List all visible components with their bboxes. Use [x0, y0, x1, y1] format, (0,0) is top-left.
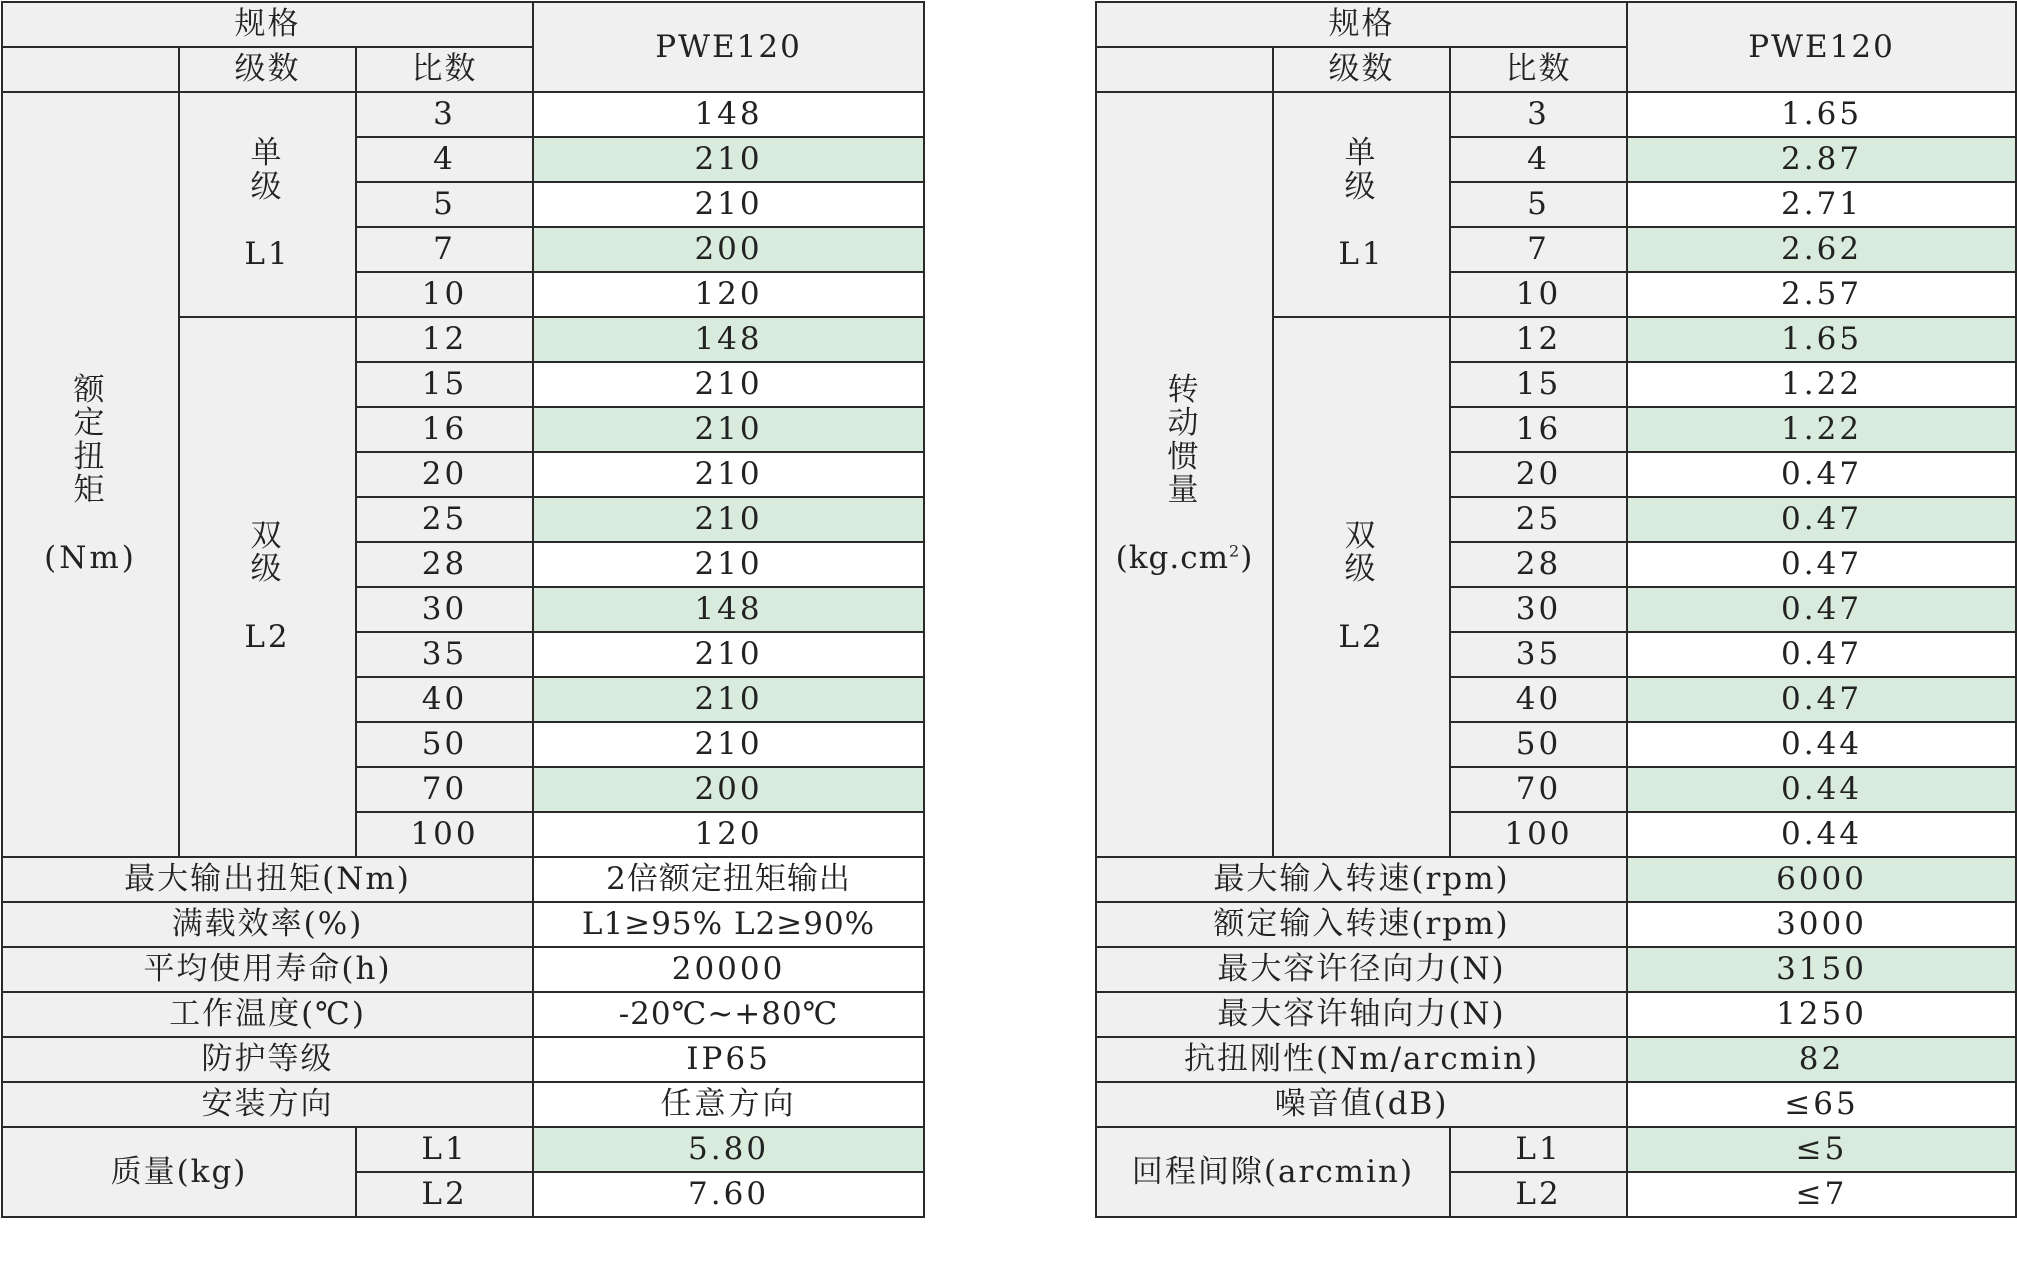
max-output-torque-value: 2倍额定扭矩输出	[533, 857, 924, 902]
value-cell: 120	[533, 812, 924, 857]
value-cell: 148	[533, 317, 924, 362]
torsional-rigidity-value: 82	[1627, 1037, 2016, 1082]
ratio-cell: 15	[1450, 362, 1627, 407]
ratio-cell: 70	[1450, 767, 1627, 812]
value-cell: 2.62	[1627, 227, 2016, 272]
spec-header: 规格	[2, 2, 533, 47]
value-cell: 0.44	[1627, 812, 2016, 857]
moment-of-inertia-table	[1095, 1, 2017, 1218]
model-header: PWE120	[1627, 2, 2016, 92]
moment-of-inertia-label: 转 动 惯 量 $(kg.cm^2)$	[1096, 92, 1273, 857]
max-output-torque-label: 最大输出扭矩(Nm)	[2, 857, 533, 902]
property-row	[2, 902, 924, 947]
ratio-cell: 50	[356, 722, 533, 767]
ratio-cell: 30	[1450, 587, 1627, 632]
value-cell: 210	[533, 452, 924, 497]
property-row	[1096, 1127, 2016, 1172]
ratio-cell: 5	[1450, 182, 1627, 227]
ratio-header: 比数	[356, 47, 533, 92]
header-row	[1096, 2, 2016, 47]
value-cell: 210	[533, 407, 924, 452]
mass-value-cell: 7.60	[533, 1172, 924, 1217]
value-cell: 2.87	[1627, 137, 2016, 182]
value-cell: 148	[533, 92, 924, 137]
backlash-value-cell: ≤7	[1627, 1172, 2016, 1217]
stage-header: 级数	[179, 47, 356, 92]
ratio-cell: 35	[356, 632, 533, 677]
property-row	[2, 1127, 924, 1172]
value-cell: 0.44	[1627, 767, 2016, 812]
value-cell: 210	[533, 722, 924, 767]
value-cell: 148	[533, 587, 924, 632]
protection-class-value: IP65	[533, 1037, 924, 1082]
backlash-label: 回程间隙(arcmin)	[1096, 1127, 1450, 1217]
unit-label: $(kg.cm^2)$	[1115, 539, 1254, 576]
value-cell: 200	[533, 227, 924, 272]
mass-value-cell: 5.80	[533, 1127, 924, 1172]
ratio-cell: 10	[1450, 272, 1627, 317]
ratio-cell: 3	[1450, 92, 1627, 137]
backlash-code-cell: L2	[1450, 1172, 1627, 1217]
max-axial-force-label: 最大容许轴向力(N)	[1096, 992, 1627, 1037]
value-cell: 210	[533, 542, 924, 587]
value-cell: 1.65	[1627, 317, 2016, 362]
model-header: PWE120	[533, 2, 924, 92]
double-stage-label: 双 级 L2	[1273, 317, 1450, 857]
ratio-cell: 7	[1450, 227, 1627, 272]
property-row	[1096, 902, 2016, 947]
property-row	[2, 1082, 924, 1127]
max-input-speed-value: 6000	[1627, 857, 2016, 902]
rated-torque-table	[1, 1, 925, 1218]
value-cell: 0.47	[1627, 587, 2016, 632]
property-row	[1096, 947, 2016, 992]
blank-header-cell	[2, 47, 179, 92]
spec-header: 规格	[1096, 2, 1627, 47]
max-input-speed-label: 最大输入转速(rpm)	[1096, 857, 1627, 902]
rated-torque-label: 额 定 扭 矩 (Nm)	[2, 92, 179, 857]
value-cell: 0.47	[1627, 452, 2016, 497]
ratio-cell: 16	[356, 407, 533, 452]
value-cell: 2.71	[1627, 182, 2016, 227]
property-row	[2, 947, 924, 992]
value-cell: 1.65	[1627, 92, 2016, 137]
ratio-cell: 16	[1450, 407, 1627, 452]
full-load-efficiency-label: 满载效率(%)	[2, 902, 533, 947]
torsional-rigidity-label: 抗扭刚性(Nm/arcmin)	[1096, 1037, 1627, 1082]
value-cell: 120	[533, 272, 924, 317]
ratio-cell: 40	[1450, 677, 1627, 722]
double-stage-label: 双 级 L2	[179, 317, 356, 857]
protection-class-label: 防护等级	[2, 1037, 533, 1082]
ratio-cell: 15	[356, 362, 533, 407]
mass-code-cell: L2	[356, 1172, 533, 1217]
ratio-cell: 4	[1450, 137, 1627, 182]
ratio-cell: 28	[1450, 542, 1627, 587]
table-row	[2, 92, 924, 137]
property-row	[1096, 857, 2016, 902]
max-axial-force-value: 1250	[1627, 992, 2016, 1037]
noise-level-value: ≤65	[1627, 1082, 2016, 1127]
value-cell: 2.57	[1627, 272, 2016, 317]
mass-label: 质量(kg)	[2, 1127, 356, 1217]
backlash-value-cell: ≤5	[1627, 1127, 2016, 1172]
value-cell: 200	[533, 767, 924, 812]
property-row	[1096, 1082, 2016, 1127]
value-cell: 0.47	[1627, 677, 2016, 722]
ratio-cell: 7	[356, 227, 533, 272]
ratio-cell: 28	[356, 542, 533, 587]
ratio-cell: 12	[1450, 317, 1627, 362]
operating-temperature-value: -20℃~+80℃	[533, 992, 924, 1037]
ratio-cell: 3	[356, 92, 533, 137]
ratio-cell: 35	[1450, 632, 1627, 677]
mass-code-cell: L1	[356, 1127, 533, 1172]
ratio-cell: 100	[1450, 812, 1627, 857]
property-row	[2, 857, 924, 902]
header-row	[2, 2, 924, 47]
ratio-cell: 40	[356, 677, 533, 722]
ratio-cell: 70	[356, 767, 533, 812]
blank-header-cell	[1096, 47, 1273, 92]
ratio-cell: 20	[1450, 452, 1627, 497]
ratio-cell: 12	[356, 317, 533, 362]
unit-label: (Nm)	[44, 539, 137, 576]
operating-temperature-label: 工作温度(℃)	[2, 992, 533, 1037]
backlash-code-cell: L1	[1450, 1127, 1627, 1172]
table-row	[1096, 92, 2016, 137]
rated-input-speed-value: 3000	[1627, 902, 2016, 947]
value-cell: 210	[533, 677, 924, 722]
mounting-direction-value: 任意方向	[533, 1082, 924, 1127]
ratio-cell: 25	[356, 497, 533, 542]
value-cell: 210	[533, 137, 924, 182]
value-cell: 1.22	[1627, 362, 2016, 407]
property-row	[2, 992, 924, 1037]
property-row	[2, 1037, 924, 1082]
stage-header: 级数	[1273, 47, 1450, 92]
property-row	[1096, 992, 2016, 1037]
value-cell: 210	[533, 632, 924, 677]
value-cell: 0.44	[1627, 722, 2016, 767]
value-cell: 0.47	[1627, 632, 2016, 677]
ratio-cell: 20	[356, 452, 533, 497]
ratio-cell: 30	[356, 587, 533, 632]
single-stage-label: 单 级 L1	[1273, 92, 1450, 317]
value-cell: 1.22	[1627, 407, 2016, 452]
ratio-cell: 50	[1450, 722, 1627, 767]
ratio-cell: 4	[356, 137, 533, 182]
single-stage-label: 单 级 L1	[179, 92, 356, 317]
max-radial-force-label: 最大容许径向力(N)	[1096, 947, 1627, 992]
value-cell: 0.47	[1627, 542, 2016, 587]
full-load-efficiency-value: L1≥95% L2≥90%	[533, 902, 924, 947]
ratio-header: 比数	[1450, 47, 1627, 92]
noise-level-label: 噪音值(dB)	[1096, 1082, 1627, 1127]
ratio-cell: 10	[356, 272, 533, 317]
service-life-value: 20000	[533, 947, 924, 992]
value-cell: 210	[533, 497, 924, 542]
rated-input-speed-label: 额定输入转速(rpm)	[1096, 902, 1627, 947]
mounting-direction-label: 安装方向	[2, 1082, 533, 1127]
value-cell: 210	[533, 182, 924, 227]
ratio-cell: 5	[356, 182, 533, 227]
ratio-cell: 25	[1450, 497, 1627, 542]
ratio-cell: 100	[356, 812, 533, 857]
max-radial-force-value: 3150	[1627, 947, 2016, 992]
property-row	[1096, 1037, 2016, 1082]
value-cell: 0.47	[1627, 497, 2016, 542]
service-life-label: 平均使用寿命(h)	[2, 947, 533, 992]
value-cell: 210	[533, 362, 924, 407]
